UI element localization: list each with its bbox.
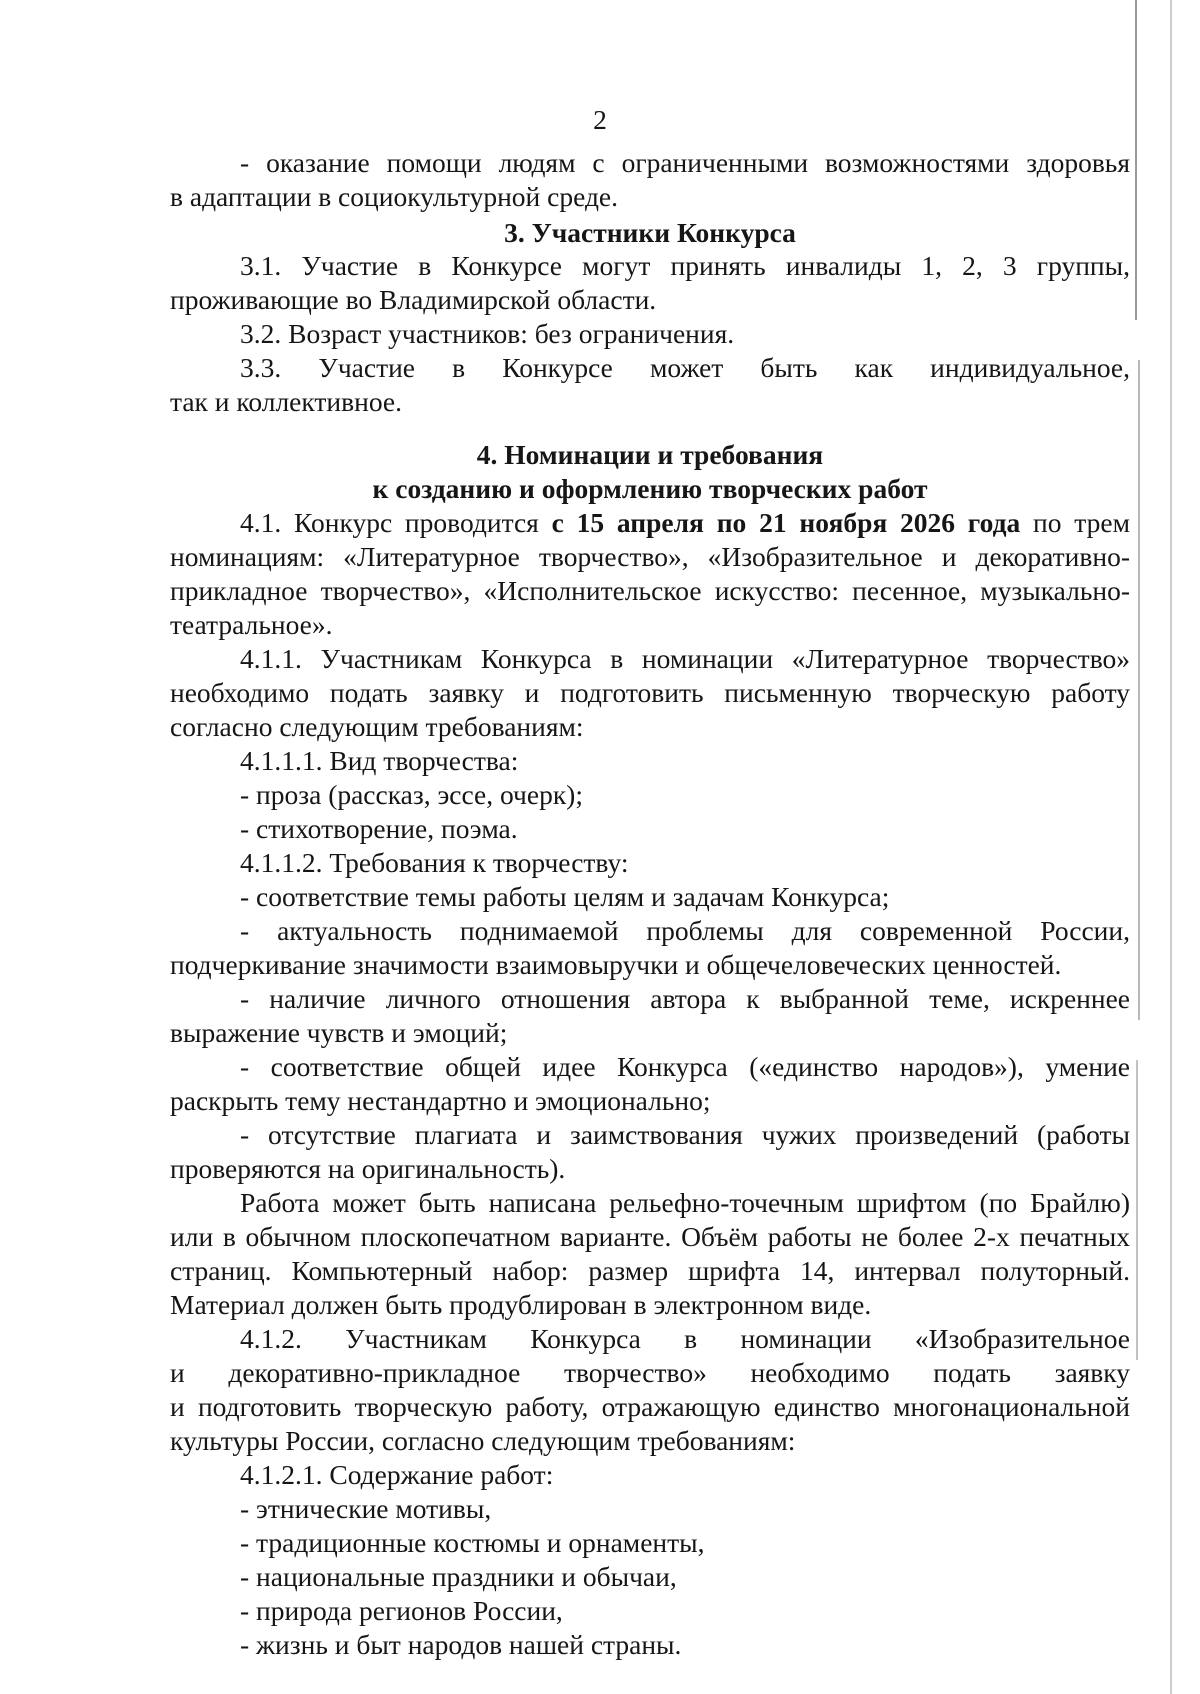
paragraph-line: 4.1.1. Участникам Конкурса в номинации «Литературное творчество» — [240, 643, 1130, 674]
paragraph-line: 3.3. Участие в Конкурсе может быть как индивидуальное, — [240, 352, 1130, 383]
list-item: - актуальность поднимаемой проблемы для современной России, — [240, 915, 1130, 946]
paragraph-line: или в обычном плоскопечатном варианте. Объём работы не более 2-х печатных — [170, 1221, 1130, 1252]
paragraph-line: и подготовить творческую работу, отражающую единство многонациональной — [170, 1391, 1130, 1422]
list-item: - проза (рассказ, эссе, очерк); — [240, 779, 583, 810]
scan-edge-line — [1136, 1060, 1138, 1360]
line-text: 4.1. Конкурс проводится — [240, 507, 552, 538]
section-heading: 3. Участники Конкурса — [504, 217, 796, 248]
paragraph-line — [240, 506, 1130, 540]
paragraph-line: Работа может быть написана рельефно-точечным шрифтом (по Брайлю) — [240, 1187, 1130, 1218]
paragraph-line: в адаптации в социокультурной среде. — [170, 181, 619, 212]
paragraph-line: проживающие во Владимирской области. — [170, 284, 657, 315]
paragraph-line: подчеркивание значимости взаимовыручки и общечеловеческих ценностей. — [170, 949, 1062, 980]
list-item: - национальные праздники и обычаи, — [240, 1561, 677, 1592]
paragraph-line: театральное». — [170, 609, 333, 640]
paragraph-line: 4.1.1.2. Требования к творчеству: — [240, 847, 629, 878]
list-item: - соответствие общей идее Конкурса («единство народов»), умение — [240, 1051, 1130, 1082]
scan-edge-line — [1135, 0, 1137, 320]
list-item: - жизнь и быт народов нашей страны. — [240, 1629, 682, 1660]
list-item: - отсутствие плагиата и заимствования чужих произведений (работы — [240, 1119, 1130, 1150]
paragraph-line: Материал должен быть продублирован в электронном виде. — [170, 1289, 872, 1320]
paragraph-line: 4.1.2. Участникам Конкурса в номинации «Изобразительное — [240, 1323, 1130, 1354]
page-number: 2 — [593, 104, 607, 135]
line-text: по трем — [1020, 507, 1130, 538]
paragraph-line: выражение чувств и эмоций; — [170, 1017, 508, 1048]
paragraph-line: раскрыть тему нестандартно и эмоционально; — [170, 1085, 711, 1116]
paragraph-line: так и коллективное. — [170, 386, 402, 417]
paragraph-line: согласно следующим требованиям: — [170, 711, 584, 742]
scan-edge-line — [1138, 360, 1140, 1020]
list-item: - традиционные костюмы и орнаменты, — [240, 1527, 705, 1558]
list-item: - наличие личного отношения автора к выбранной теме, искреннее — [240, 983, 1130, 1014]
date-range: с 15 апреля по 21 ноября 2026 года — [551, 507, 1021, 538]
paragraph-line: культуры России, согласно следующим требованиям: — [170, 1425, 796, 1456]
paragraph-line: необходимо подать заявку и подготовить письменную творческую работу — [170, 677, 1130, 708]
paragraph-line: прикладное творчество», «Исполнительское искусство: песенное, музыкально- — [170, 575, 1130, 606]
paragraph-line: - оказание помощи людям с ограниченными возможностями здоровья — [240, 147, 1130, 178]
scan-edge-line — [1170, 0, 1172, 1694]
paragraph-line: страниц. Компьютерный набор: размер шрифта 14, интервал полуторный. — [170, 1255, 1130, 1286]
paragraph-line: 4.1.2.1. Содержание работ: — [240, 1459, 554, 1490]
paragraph-line: 4.1.1.1. Вид творчества: — [240, 745, 519, 776]
list-item: - этнические мотивы, — [240, 1493, 492, 1524]
paragraph-line: проверяются на оригинальность). — [170, 1153, 566, 1184]
paragraph-line: 3.2. Возраст участников: без ограничения. — [240, 318, 735, 349]
paragraph-line: номинациям: «Литературное творчество», «Изобразительное и декоративно- — [170, 541, 1130, 572]
section-heading: 4. Номинации и требования — [476, 439, 824, 470]
section-heading: к созданию и оформлению творческих работ — [372, 473, 928, 504]
paragraph-line: 3.1. Участие в Конкурсе могут принять инвалиды 1, 2, 3 группы, — [240, 250, 1130, 281]
list-item: - природа регионов России, — [240, 1595, 563, 1626]
list-item: - соответствие темы работы целям и задачам Конкурса; — [240, 881, 890, 912]
paragraph-line: и декоративно-прикладное творчество» необходимо подать заявку — [170, 1357, 1130, 1388]
list-item: - стихотворение, поэма. — [240, 813, 518, 844]
